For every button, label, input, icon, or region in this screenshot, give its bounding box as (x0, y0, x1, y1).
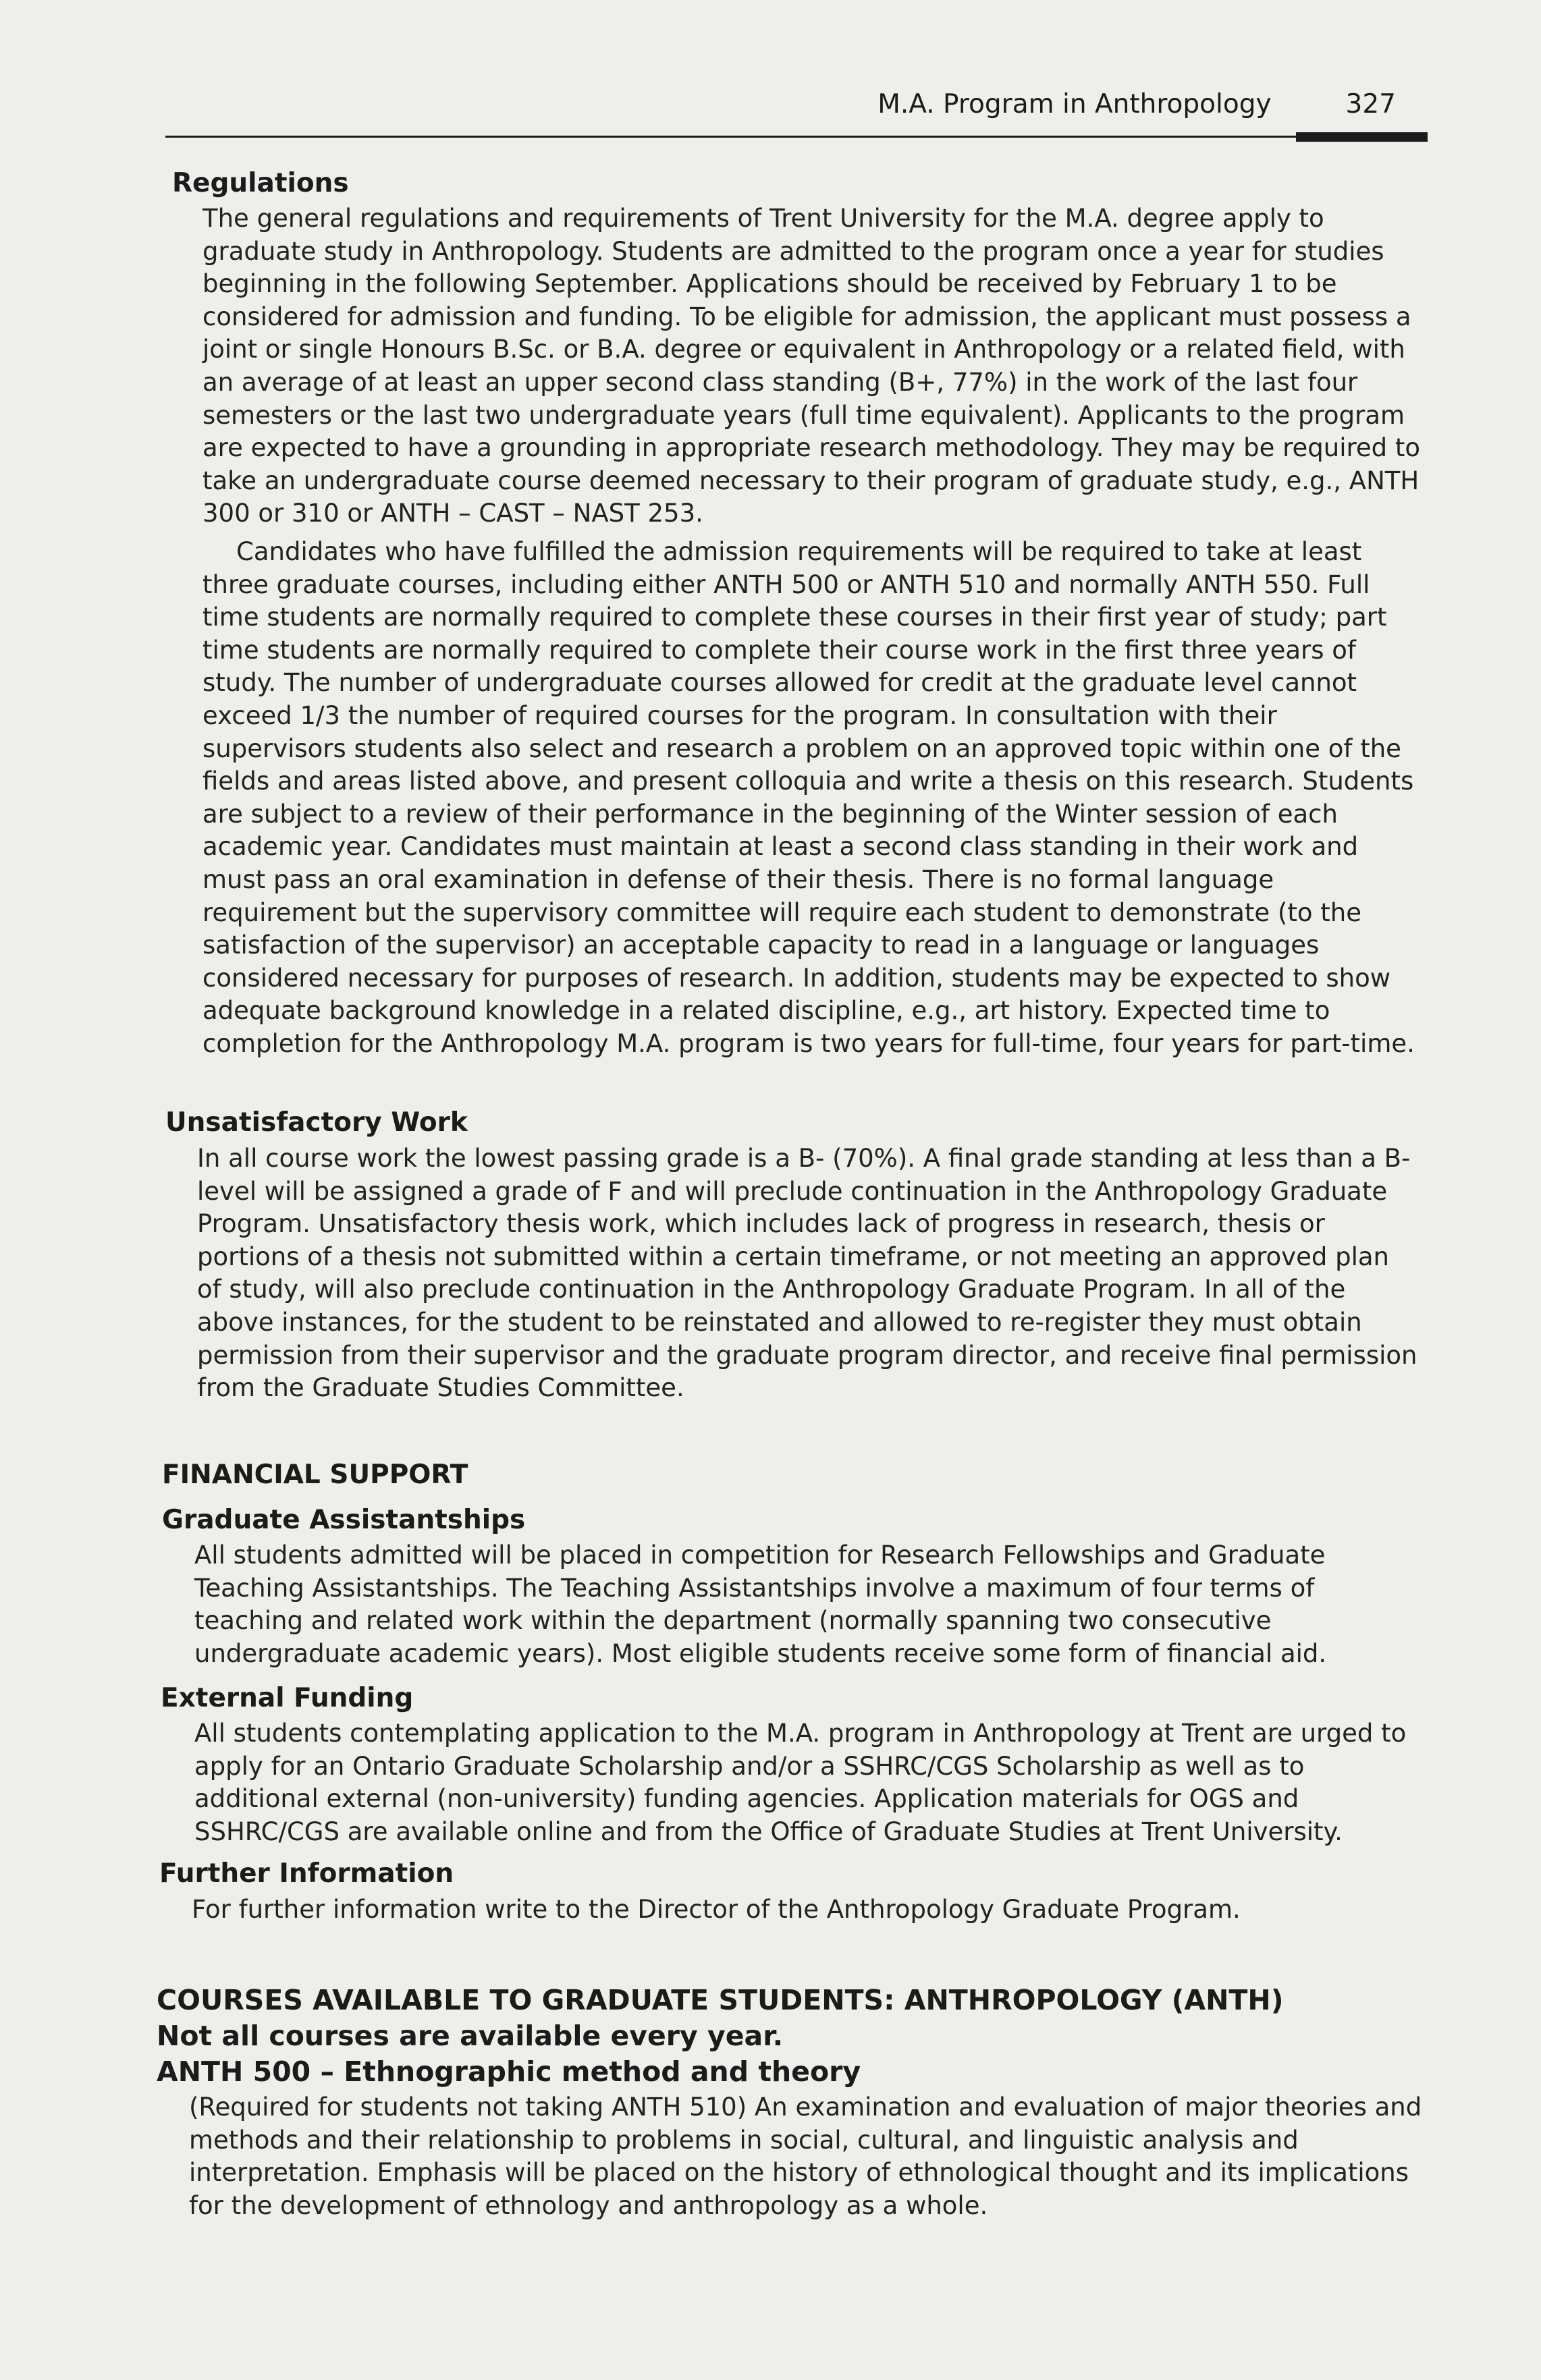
anth-500-description: (Required for students not taking ANTH 510) An examination and evaluation of major theories and methods and their relationship to problems in social, cultural, and linguistic analysis and interpretation. Emphasis will be placed on the history of ethnological thought and its implications for the development of ethnology and anthropology as a whole. (189, 2093, 1422, 2220)
regulations-paragraph-2: Candidates who have fulfilled the admission requirements will be required to take at least three graduate courses, including either ANTH 500 or ANTH 510 and normally ANTH 550. Full time students are normally required to complete these courses in their first year of study; part time students are normally required to complete their course work in the first three years of study. The number of undergraduate courses allowed for credit at the graduate level cannot exceed 1/3 the number of required courses for the program. In consultation with their supervisors students also select and research a problem on an approved topic within one of the fields and areas listed above, and present colloquia and write a thesis on this research. Students are subject to a review of their performance in the beginning of the Winter session of each academic year. Candidates must maintain at least a second class standing in their work and must pass an oral examination in defense of their thesis. There is no formal language requirement but the supervisory committee will require each student to demonstrate (to the satisfaction of the supervisor) an acceptable capacity to read in a language or languages considered necessary for purposes of research. In addition, students may be expected to show adequate background knowledge in a related discipline, e.g., art history. Expected time to completion for the Anthropology M.A. program is two years for full-time, four years for part-time. (202, 537, 1415, 1058)
graduate-assistantships-heading: Graduate Assistantships (162, 1505, 526, 1535)
running-header (165, 89, 1426, 135)
further-information-paragraph: For further information write to the Director of the Anthropology Graduate Program. (192, 1895, 1241, 1924)
header-rule (165, 136, 1428, 138)
courses-heading: COURSES AVAILABLE TO GRADUATE STUDENTS: ANTHROPOLOGY (ANTH) (157, 1984, 1284, 2016)
unsatisfactory-work-paragraph: In all course work the lowest passing grade is a B- (70%). A final grade standing at less than a B- level will be assigned a grade of F and will preclude continuation in the Anthropology Graduate Program. Unsatisfactory thesis work, which includes lack of progress in research, thesis or portions of a thesis not submitted within a certain timeframe, or not meeting an approved plan of study, will also preclude continuation in the Anthropology Graduate Program. In all of the above instances, for the student to be reinstated and allowed to re-register they must obtain permission from their supervisor and the graduate program director, and receive final permission from the Graduate Studies Committee. (197, 1144, 1417, 1403)
further-information-heading: Further Information (159, 1858, 454, 1889)
header-rule-tab (1296, 132, 1428, 142)
regulations-heading: Regulations (172, 168, 349, 198)
graduate-assistantships-paragraph: All students admitted will be placed in competition for Research Fellowships and Graduate Teaching Assistantships. The Teaching Assistantships involve a maximum of four terms of teaching and related work within the department (normally spanning two consecutive undergraduate academic years). Most eligible students receive some form of financial aid. (194, 1541, 1327, 1668)
page-number: 327 (1345, 89, 1396, 119)
financial-support-heading: FINANCIAL SUPPORT (162, 1460, 468, 1490)
external-funding-heading: External Funding (161, 1683, 414, 1713)
anth-500-heading: ANTH 500 – Ethnographic method and theory (157, 2055, 861, 2088)
courses-availability-note: Not all courses are available every year. (157, 2020, 784, 2052)
unsatisfactory-work-heading: Unsatisfactory Work (165, 1107, 468, 1138)
external-funding-paragraph: All students contemplating application to the M.A. program in Anthropology at Trent are urged to apply for an Ontario Graduate Scholarship and/or a SSHRC/CGS Scholarship as well as to additional external (non-university) funding agencies. Application materials for OGS and SSHRC/CGS are available online and from the Office of Graduate Studies at Trent University. (194, 1719, 1407, 1846)
regulations-paragraph-1: The general regulations and requirements of Trent University for the M.A. degree apply to graduate study in Anthropology. Students are admitted to the program once a year for studies beginning in the following September. Applications should be received by February 1 to be considered for admission and funding. To be eligible for admission, the applicant must possess a joint or single Honours B.Sc. or B.A. degree or equivalent in Anthropology or a related field, with an average of at least an upper second class standing (B+, 77%) in the work of the last four semesters or the last two undergraduate years (full time equivalent). Applicants to the program are expected to have a grounding in appropriate research methodology. They may be required to take an undergraduate course deemed necessary to their program of graduate study, e.g., ANTH 300 or 310 or ANTH – CAST – NAST 253. (202, 204, 1421, 528)
running-title: M.A. Program in Anthropology (877, 89, 1272, 119)
